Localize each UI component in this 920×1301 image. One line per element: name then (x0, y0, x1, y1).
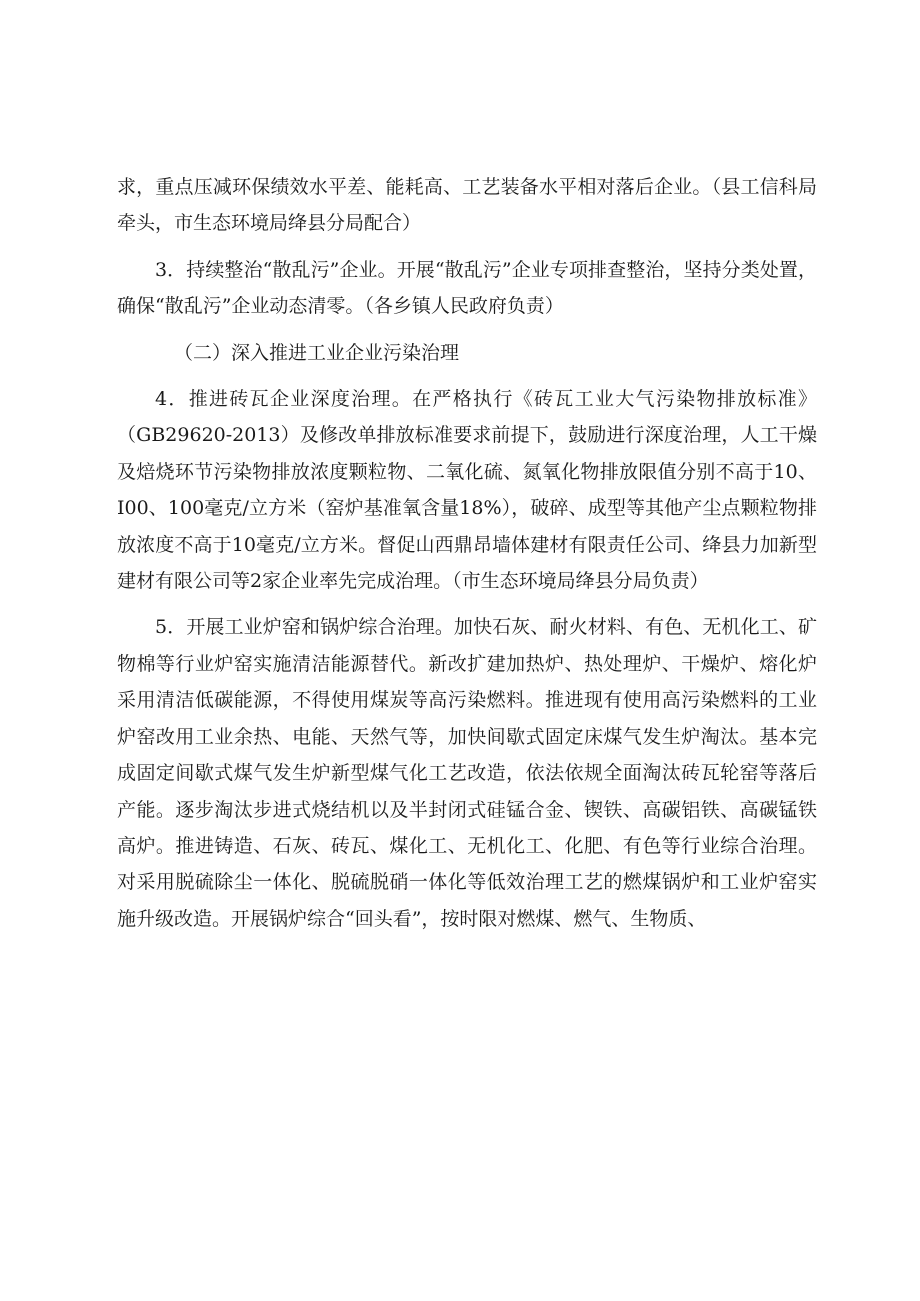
paragraph-continuation: 求，重点压减环保绩效水平差、能耗高、工艺装备水平相对落后企业。（县工信科局牵头，市生态环境局绛县分局配合） (117, 176, 817, 235)
paragraph-item-3: 3．持续整治“散乱污”企业。开展“散乱污”企业专项排查整治，坚持分类处置，确保“散乱污”企业动态清零。（各乡镇人民政府负责） (117, 258, 817, 318)
paragraph-item-4: 4．推进砖瓦企业深度治理。在严格执行《砖瓦工业大气污染物排放标准》（GB29620-2013）及修改单排放标准要求前提下，鼓励进行深度治理，人工干燥及焙烧环节污染物排放浓度颗粒物、二氧化硫、氮氧化物排放限值分别不高于10、I00、100毫克/立方米（窑炉基准氧含量18%），破碎、成型等其他产尘点颗粒物排放浓度不高于10毫克/立方米。督促山西鼎昂墙体建材有限责任公司、绛县力加新型建材有限公司等2家企业率先完成治理。（市生态环境局绛县分局负责） (117, 388, 817, 593)
document-body (117, 169, 817, 937)
section-heading: （二）深入推进工业企业污染治理 (174, 341, 460, 364)
paragraph-item-5: 5．开展工业炉窑和锅炉综合治理。加快石灰、耐火材料、有色、无机化工、矿物棉等行业炉窑实施清洁能源替代。新改扩建加热炉、热处理炉、干燥炉、熔化炉采用清洁低碳能源，不得使用煤炭等高污染燃料。推进现有使用高污染燃料的工业炉窑改用工业余热、电能、天然气等，加快间歇式固定床煤气发生炉淘汰。基本完成固定间歇式煤气发生炉新型煤气化工艺改造，依法依规全面淘汰砖瓦轮窑等落后产能。逐步淘汰步进式烧结机以及半封闭式硅锰合金、锲铁、高碳铝铁、高碳锰铁高炉。推进铸造、石灰、砖瓦、煤化工、无机化工、化肥、有色等行业综合治理。对采用脱硫除尘一体化、脱硫脱硝一体化等低效治理工艺的燃煤锅炉和工业炉窑实施升级改造。开展锅炉综合“回头看”，按时限对燃煤、燃气、生物质、 (117, 616, 817, 930)
